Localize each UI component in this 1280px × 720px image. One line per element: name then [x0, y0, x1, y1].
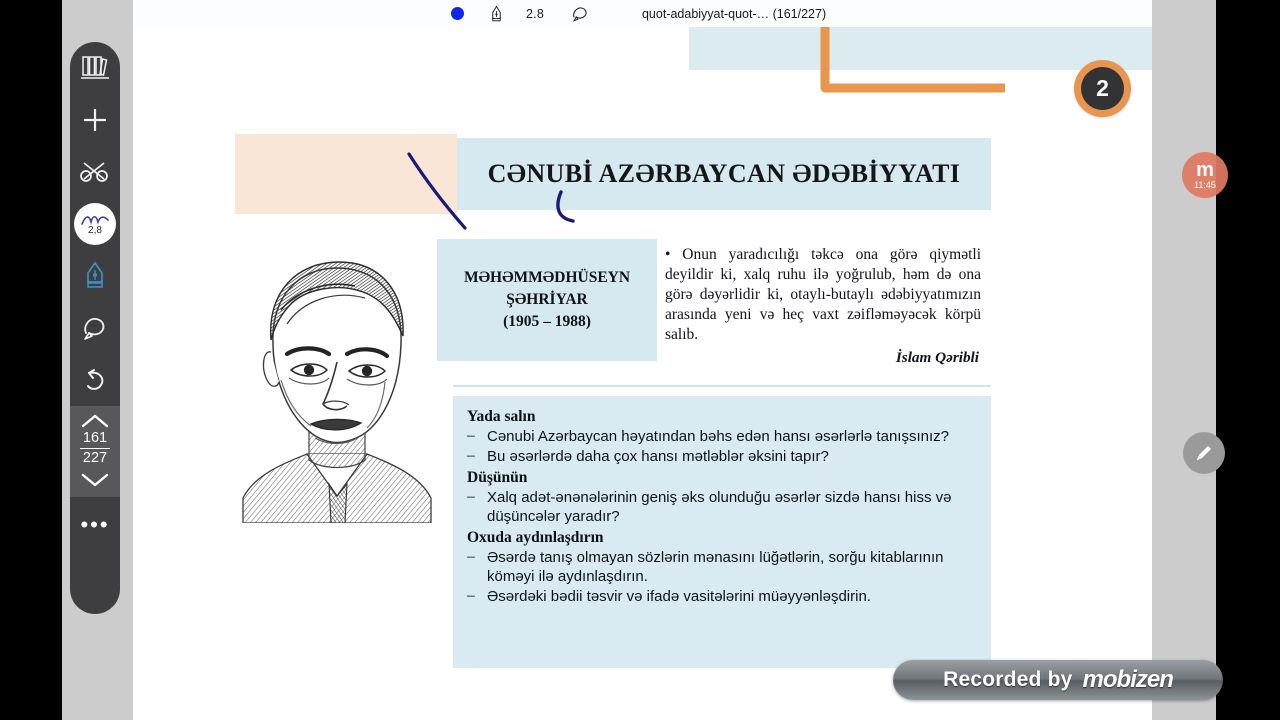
list-dash: – — [467, 548, 475, 566]
chevron-down-icon[interactable] — [80, 471, 110, 489]
list-item — [467, 447, 977, 466]
page-gutter-right — [1152, 0, 1216, 720]
list-item-text: Əsərdə tanış olmayan sözlərin mənasını lüğətlərin, sorğu kitablarının köməyi ilə aydınlaşdırın. — [487, 549, 944, 586]
stroke-size-label[interactable]: 2.8 — [526, 6, 544, 21]
tool-rail — [70, 42, 120, 614]
author-life-dates: (1905 – 1988) — [503, 312, 591, 330]
document-title: quot-adabiyyat-quot-… (161/227) — [641, 6, 827, 21]
author-name-box — [437, 239, 657, 361]
section-badge — [1074, 60, 1131, 117]
letterbox-right — [1216, 0, 1280, 720]
section-badge-number: 2 — [1081, 67, 1124, 110]
total-page-number: 227 — [82, 450, 108, 467]
list-item-text: Xalq adət-ənənələrinin geniş əks olunduğu əsərlər sizdə hansı hiss və düşüncələr yaradır? — [487, 489, 952, 526]
list-dash: – — [467, 587, 475, 605]
pencil-fab-button[interactable] — [1183, 432, 1225, 474]
watermark-brand: mobizen — [1082, 666, 1173, 693]
author-name-line-2: ŞƏHRİYAR — [506, 291, 588, 309]
list-item — [467, 548, 977, 586]
pen-nib-icon[interactable] — [489, 5, 504, 23]
watermark-prefix: Recorded by — [943, 668, 1073, 691]
plus-icon — [82, 107, 108, 133]
pen-size-value: 2,8 — [88, 224, 102, 236]
list-dash: – — [467, 488, 475, 506]
list-item-text: Bu əsərlərdə daha çox hansı mətləblər əksini tapır? — [487, 448, 829, 466]
author-portrait — [235, 248, 440, 523]
scissors-icon — [80, 160, 110, 184]
list-item-text: Əsərdəki bədii təsvir və ifadə vasitələrini müəyyənləşdirin. — [487, 588, 871, 606]
list-item — [467, 488, 977, 526]
chevron-up-icon[interactable] — [80, 412, 110, 430]
sidebar-item-more[interactable] — [70, 497, 120, 553]
author-quote-text: • Onun yaradıcılığı təkcə ona görə qiymətli deyildir ki, xalq ruhu ilə yoğrulub, həm də ona görə dəyərlidir ki, otaylı-butaylı ədəbiyyatımızın arasında yeni və heç vaxt zəifləməyəcək körpü salıb. — [665, 246, 981, 343]
list-dash: – — [467, 427, 475, 444]
pen-size-chip[interactable] — [74, 203, 116, 245]
page-title: CƏNUBİ AZƏRBAYCAN ƏDƏBİYYATI — [487, 159, 961, 188]
sidebar-item-add[interactable] — [70, 94, 120, 146]
decorative-peach-box — [235, 134, 457, 214]
sidebar-item-select[interactable] — [70, 302, 120, 354]
sidebar-item-library[interactable] — [70, 42, 120, 94]
page-title-box — [457, 138, 991, 210]
library-books-icon — [80, 55, 110, 81]
author-name-line-1: MƏHƏMMƏDHÜSEYN — [463, 269, 631, 287]
letterbox-left — [0, 0, 62, 720]
section-heading-dusunun: Düşünün — [467, 469, 528, 487]
section-heading-oxuda-aydinlasdirin: Oxuda aydınlaşdırın — [467, 529, 604, 547]
lasso-select-icon — [81, 315, 109, 341]
list-item-text: Cənubi Azərbaycan həyatından bəhs edən hansı əsərlərlə tanışsınız? — [487, 428, 949, 445]
list-item — [467, 427, 977, 446]
page-fraction-rule — [80, 448, 110, 449]
lasso-select-icon[interactable] — [570, 5, 590, 23]
mobizen-logo-letter: m — [1196, 159, 1214, 181]
ink-color-swatch[interactable] — [451, 7, 464, 20]
fountain-pen-icon — [83, 261, 107, 291]
author-quote-box — [657, 239, 991, 385]
sidebar-item-cut[interactable] — [70, 146, 120, 198]
more-options-label: ••• — [80, 512, 110, 538]
sidebar-item-undo[interactable] — [70, 354, 120, 406]
undo-icon — [82, 367, 108, 393]
current-page-number[interactable]: 161 — [82, 430, 108, 446]
sidebar-item-pen-size[interactable] — [70, 198, 120, 250]
pencil-icon — [1193, 442, 1215, 464]
questions-box — [453, 396, 991, 668]
section-heading-yada-salin: Yada salın — [467, 408, 536, 425]
mobizen-floating-badge[interactable] — [1182, 152, 1228, 198]
author-quote-attribution: İslam Qəribli — [895, 348, 979, 366]
document-page[interactable] — [133, 0, 1152, 720]
list-dash: – — [467, 447, 475, 465]
mobizen-recording-time: 11:45 — [1194, 180, 1216, 190]
quote-divider — [453, 385, 991, 387]
top-toolbar — [133, 0, 1152, 27]
sidebar-item-fountain-pen[interactable] — [70, 250, 120, 302]
screen-recorder-watermark — [893, 660, 1223, 700]
list-item — [467, 587, 977, 606]
page-navigator — [70, 406, 120, 497]
